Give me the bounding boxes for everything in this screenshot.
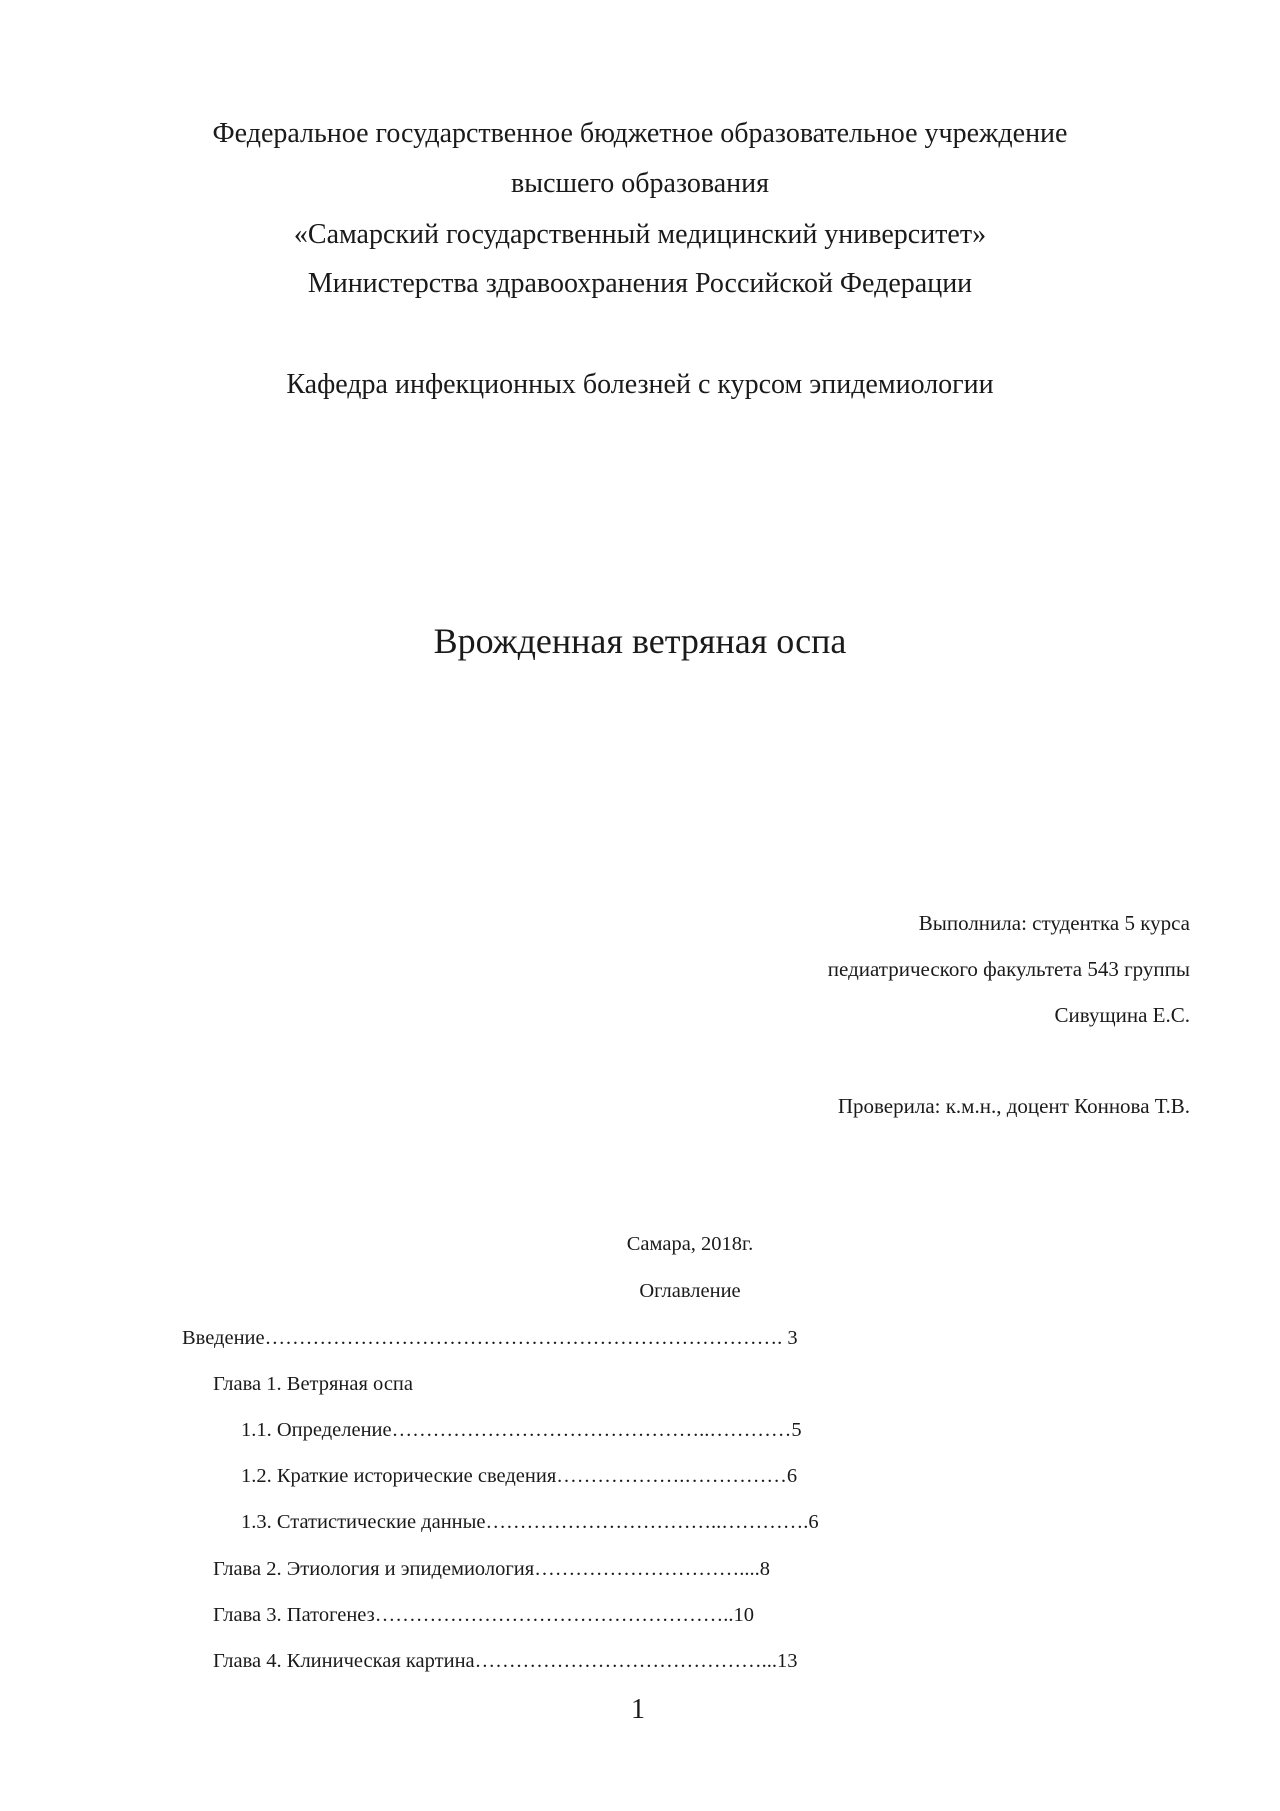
- toc-item-dots: ………………………………………………………………….: [264, 1327, 783, 1349]
- institution-line-1: Федеральное государственное бюджетное образовательное учреждение: [212, 118, 1068, 149]
- toc-item-label: Введение: [182, 1327, 265, 1349]
- toc-item: [182, 1327, 798, 1350]
- toc-item-dots: ……………………………………...: [474, 1650, 778, 1672]
- institution-line-4: Министерства здравоохранения Российской Федерации: [307, 268, 973, 299]
- toc-item-page: 6: [808, 1511, 819, 1533]
- toc-item: [241, 1511, 819, 1534]
- city-year: Самара, 2018г.: [626, 1233, 754, 1255]
- institution-line-2: высшего образования: [511, 168, 769, 199]
- toc-item-page: 3: [787, 1327, 798, 1349]
- toc-item-dots: ……………………………………………..: [374, 1604, 734, 1626]
- toc-item-dots: ………………………………………..…………: [391, 1419, 792, 1441]
- toc-item: [241, 1419, 802, 1442]
- toc-item-page: 5: [791, 1419, 802, 1441]
- toc-heading: Оглавление: [639, 1280, 741, 1302]
- toc-item: [241, 1465, 797, 1488]
- institution-line-3: «Самарский государственный медицинский университет»: [293, 219, 987, 250]
- toc-item: [213, 1558, 770, 1581]
- toc-item-label: 1.1. Определение: [241, 1419, 392, 1441]
- author-line-1: Выполнила: студентка 5 курса: [918, 911, 1190, 935]
- reviewer-line: Проверила: к.м.н., доцент Коннова Т.В.: [837, 1094, 1190, 1118]
- toc-item: [213, 1650, 798, 1673]
- toc-item-label: Глава 4. Клиническая картина: [213, 1650, 475, 1672]
- toc-item-page: 8: [759, 1558, 770, 1580]
- department-name: Кафедра инфекционных болезней с курсом эпидемиологии: [286, 369, 994, 400]
- toc-item-label: Глава 2. Этиология и эпидемиология: [213, 1558, 535, 1580]
- page-number: 1: [631, 1694, 645, 1725]
- toc-item-page: 6: [786, 1465, 798, 1487]
- toc-item: [213, 1604, 754, 1627]
- toc-item-page: 10: [733, 1604, 754, 1626]
- toc-item-page: 13: [777, 1650, 798, 1672]
- author-name: Сивущина Е.С.: [1054, 1003, 1190, 1027]
- toc-item-label: Глава 1. Ветряная оспа: [213, 1373, 413, 1395]
- toc-item-dots: ……………….……………: [556, 1465, 787, 1487]
- toc-item-dots: …………………………....: [534, 1558, 760, 1580]
- toc-item: [213, 1373, 413, 1396]
- toc-item-label: 1.3. Статистические данные: [241, 1511, 486, 1533]
- toc-item-label: Глава 3. Патогенез: [213, 1604, 375, 1626]
- toc-item-label: 1.2. Краткие исторические сведения: [241, 1465, 557, 1487]
- toc-item-dots: ……………………………..………….: [485, 1511, 809, 1533]
- document-title: Врожденная ветряная оспа: [433, 621, 847, 661]
- author-line-2: педиатрического факультета 543 группы: [827, 957, 1190, 981]
